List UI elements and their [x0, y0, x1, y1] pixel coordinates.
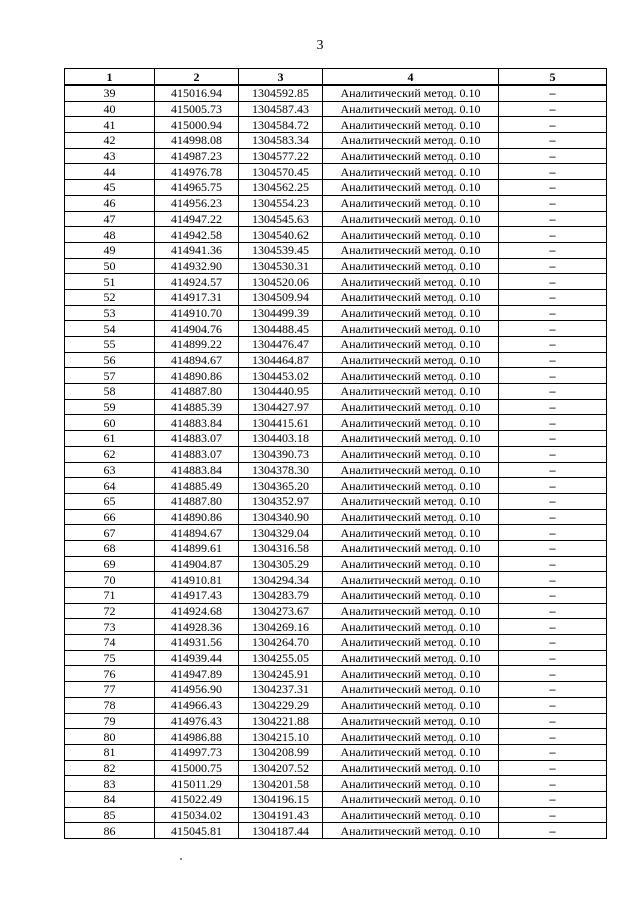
- table-row: [65, 525, 607, 541]
- table-row: [65, 446, 607, 462]
- point-number-cell: 59: [65, 399, 155, 415]
- table-row: [65, 227, 607, 243]
- y-coordinate-cell: 1304365.20: [239, 478, 323, 494]
- notes-cell: –: [499, 697, 607, 713]
- table-row: [65, 431, 607, 447]
- table-row: [65, 368, 607, 384]
- point-number-cell: 68: [65, 540, 155, 556]
- x-coordinate-cell: 415005.73: [155, 101, 239, 117]
- y-coordinate-cell: 1304196.15: [239, 791, 323, 807]
- y-coordinate-cell: 1304390.73: [239, 446, 323, 462]
- table-row: [65, 337, 607, 353]
- notes-cell: –: [499, 399, 607, 415]
- x-coordinate-cell: 414924.57: [155, 274, 239, 290]
- x-coordinate-cell: 415016.94: [155, 85, 239, 101]
- x-coordinate-cell: 414917.43: [155, 588, 239, 604]
- notes-cell: –: [499, 415, 607, 431]
- y-coordinate-cell: 1304329.04: [239, 525, 323, 541]
- point-number-cell: 67: [65, 525, 155, 541]
- table-row: [65, 242, 607, 258]
- y-coordinate-cell: 1304530.31: [239, 258, 323, 274]
- notes-cell: –: [499, 117, 607, 133]
- y-coordinate-cell: 1304539.45: [239, 242, 323, 258]
- method-cell: Аналитический метод. 0.10: [323, 666, 499, 682]
- point-number-cell: 86: [65, 823, 155, 839]
- x-coordinate-cell: 414997.73: [155, 744, 239, 760]
- point-number-cell: 76: [65, 666, 155, 682]
- y-coordinate-cell: 1304562.25: [239, 180, 323, 196]
- notes-cell: –: [499, 572, 607, 588]
- y-coordinate-cell: 1304403.18: [239, 431, 323, 447]
- point-number-cell: 46: [65, 195, 155, 211]
- notes-cell: –: [499, 556, 607, 572]
- y-coordinate-cell: 1304584.72: [239, 117, 323, 133]
- point-number-cell: 80: [65, 729, 155, 745]
- table-row: [65, 697, 607, 713]
- y-coordinate-cell: 1304208.99: [239, 744, 323, 760]
- point-number-cell: 52: [65, 289, 155, 305]
- x-coordinate-cell: 414890.86: [155, 509, 239, 525]
- point-number-cell: 70: [65, 572, 155, 588]
- point-number-cell: 81: [65, 744, 155, 760]
- method-cell: Аналитический метод. 0.10: [323, 807, 499, 823]
- x-coordinate-cell: 415000.75: [155, 760, 239, 776]
- x-coordinate-cell: 414947.22: [155, 211, 239, 227]
- method-cell: Аналитический метод. 0.10: [323, 525, 499, 541]
- point-number-cell: 53: [65, 305, 155, 321]
- x-coordinate-cell: 414885.49: [155, 478, 239, 494]
- point-number-cell: 64: [65, 478, 155, 494]
- table-row: [65, 635, 607, 651]
- x-coordinate-cell: 414941.36: [155, 242, 239, 258]
- column-header-point-number: 1: [65, 69, 155, 86]
- point-number-cell: 72: [65, 603, 155, 619]
- y-coordinate-cell: 1304464.87: [239, 352, 323, 368]
- x-coordinate-cell: 414924.68: [155, 603, 239, 619]
- point-number-cell: 51: [65, 274, 155, 290]
- method-cell: Аналитический метод. 0.10: [323, 635, 499, 651]
- method-cell: Аналитический метод. 0.10: [323, 227, 499, 243]
- page-number: 3: [316, 38, 324, 53]
- y-coordinate-cell: 1304191.43: [239, 807, 323, 823]
- x-coordinate-cell: 414998.08: [155, 133, 239, 149]
- point-number-cell: 71: [65, 588, 155, 604]
- table-row: [65, 195, 607, 211]
- table-row: [65, 556, 607, 572]
- x-coordinate-cell: 414942.58: [155, 227, 239, 243]
- point-number-cell: 73: [65, 619, 155, 635]
- table-row: [65, 321, 607, 337]
- column-header-method: 4: [323, 69, 499, 86]
- point-number-cell: 84: [65, 791, 155, 807]
- y-coordinate-cell: 1304415.61: [239, 415, 323, 431]
- point-number-cell: 56: [65, 352, 155, 368]
- point-number-cell: 57: [65, 368, 155, 384]
- method-cell: Аналитический метод. 0.10: [323, 258, 499, 274]
- table-row: [65, 305, 607, 321]
- y-coordinate-cell: 1304305.29: [239, 556, 323, 572]
- x-coordinate-cell: 414883.07: [155, 446, 239, 462]
- method-cell: Аналитический метод. 0.10: [323, 791, 499, 807]
- x-coordinate-cell: 414883.84: [155, 462, 239, 478]
- method-cell: Аналитический метод. 0.10: [323, 289, 499, 305]
- table-row: [65, 415, 607, 431]
- x-coordinate-cell: 414887.80: [155, 493, 239, 509]
- point-number-cell: 82: [65, 760, 155, 776]
- table-row: [65, 572, 607, 588]
- notes-cell: –: [499, 431, 607, 447]
- y-coordinate-cell: 1304427.97: [239, 399, 323, 415]
- notes-cell: –: [499, 305, 607, 321]
- y-coordinate-cell: 1304488.45: [239, 321, 323, 337]
- method-cell: Аналитический метод. 0.10: [323, 509, 499, 525]
- table-row: [65, 588, 607, 604]
- method-cell: Аналитический метод. 0.10: [323, 744, 499, 760]
- x-coordinate-cell: 414931.56: [155, 635, 239, 651]
- x-coordinate-cell: 415011.29: [155, 776, 239, 792]
- point-number-cell: 83: [65, 776, 155, 792]
- notes-cell: –: [499, 227, 607, 243]
- point-number-cell: 79: [65, 713, 155, 729]
- x-coordinate-cell: 415000.94: [155, 117, 239, 133]
- method-cell: Аналитический метод. 0.10: [323, 211, 499, 227]
- method-cell: Аналитический метод. 0.10: [323, 682, 499, 698]
- point-number-cell: 40: [65, 101, 155, 117]
- x-coordinate-cell: 414894.67: [155, 525, 239, 541]
- point-number-cell: 44: [65, 164, 155, 180]
- y-coordinate-cell: 1304215.10: [239, 729, 323, 745]
- x-coordinate-cell: 414904.87: [155, 556, 239, 572]
- point-number-cell: 49: [65, 242, 155, 258]
- notes-cell: –: [499, 603, 607, 619]
- notes-cell: –: [499, 242, 607, 258]
- notes-cell: –: [499, 85, 607, 101]
- notes-cell: –: [499, 807, 607, 823]
- method-cell: Аналитический метод. 0.10: [323, 148, 499, 164]
- x-coordinate-cell: 414986.88: [155, 729, 239, 745]
- notes-cell: –: [499, 337, 607, 353]
- x-coordinate-cell: 414976.78: [155, 164, 239, 180]
- x-coordinate-cell: 414890.86: [155, 368, 239, 384]
- y-coordinate-cell: 1304592.85: [239, 85, 323, 101]
- method-cell: Аналитический метод. 0.10: [323, 180, 499, 196]
- method-cell: Аналитический метод. 0.10: [323, 823, 499, 839]
- table-header-row: [65, 69, 607, 86]
- notes-cell: –: [499, 682, 607, 698]
- x-coordinate-cell: 414939.44: [155, 650, 239, 666]
- table-row: [65, 117, 607, 133]
- x-coordinate-cell: 414917.31: [155, 289, 239, 305]
- table-row: [65, 650, 607, 666]
- table-row: [65, 164, 607, 180]
- method-cell: Аналитический метод. 0.10: [323, 195, 499, 211]
- table-row: [65, 462, 607, 478]
- y-coordinate-cell: 1304499.39: [239, 305, 323, 321]
- y-coordinate-cell: 1304577.22: [239, 148, 323, 164]
- point-number-cell: 78: [65, 697, 155, 713]
- notes-cell: –: [499, 776, 607, 792]
- y-coordinate-cell: 1304229.29: [239, 697, 323, 713]
- notes-cell: –: [499, 540, 607, 556]
- y-coordinate-cell: 1304520.06: [239, 274, 323, 290]
- method-cell: Аналитический метод. 0.10: [323, 352, 499, 368]
- point-number-cell: 63: [65, 462, 155, 478]
- x-coordinate-cell: 414947.89: [155, 666, 239, 682]
- notes-cell: –: [499, 509, 607, 525]
- notes-cell: –: [499, 650, 607, 666]
- notes-cell: –: [499, 148, 607, 164]
- notes-cell: –: [499, 289, 607, 305]
- point-number-cell: 43: [65, 148, 155, 164]
- table-row: [65, 776, 607, 792]
- notes-cell: –: [499, 446, 607, 462]
- column-header-notes: 5: [499, 69, 607, 86]
- notes-cell: –: [499, 258, 607, 274]
- method-cell: Аналитический метод. 0.10: [323, 85, 499, 101]
- table-row: [65, 274, 607, 290]
- table-row: [65, 101, 607, 117]
- method-cell: Аналитический метод. 0.10: [323, 274, 499, 290]
- notes-cell: –: [499, 462, 607, 478]
- table-row: [65, 619, 607, 635]
- y-coordinate-cell: 1304245.91: [239, 666, 323, 682]
- x-coordinate-cell: 414956.23: [155, 195, 239, 211]
- y-coordinate-cell: 1304509.94: [239, 289, 323, 305]
- x-coordinate-cell: 415034.02: [155, 807, 239, 823]
- point-number-cell: 85: [65, 807, 155, 823]
- y-coordinate-cell: 1304453.02: [239, 368, 323, 384]
- table-row: [65, 258, 607, 274]
- point-number-cell: 77: [65, 682, 155, 698]
- x-coordinate-cell: 414910.81: [155, 572, 239, 588]
- x-coordinate-cell: 414887.80: [155, 384, 239, 400]
- x-coordinate-cell: 414883.07: [155, 431, 239, 447]
- table-row: [65, 133, 607, 149]
- x-coordinate-cell: 414904.76: [155, 321, 239, 337]
- method-cell: Аналитический метод. 0.10: [323, 242, 499, 258]
- notes-cell: –: [499, 274, 607, 290]
- method-cell: Аналитический метод. 0.10: [323, 556, 499, 572]
- y-coordinate-cell: 1304545.63: [239, 211, 323, 227]
- y-coordinate-cell: 1304540.62: [239, 227, 323, 243]
- y-coordinate-cell: 1304294.34: [239, 572, 323, 588]
- notes-cell: –: [499, 760, 607, 776]
- notes-cell: –: [499, 478, 607, 494]
- method-cell: Аналитический метод. 0.10: [323, 697, 499, 713]
- y-coordinate-cell: 1304352.97: [239, 493, 323, 509]
- point-number-cell: 66: [65, 509, 155, 525]
- notes-cell: –: [499, 729, 607, 745]
- table-row: [65, 352, 607, 368]
- method-cell: Аналитический метод. 0.10: [323, 368, 499, 384]
- y-coordinate-cell: 1304221.88: [239, 713, 323, 729]
- table-row: [65, 713, 607, 729]
- point-number-cell: 45: [65, 180, 155, 196]
- y-coordinate-cell: 1304378.30: [239, 462, 323, 478]
- notes-cell: –: [499, 713, 607, 729]
- x-coordinate-cell: 414966.43: [155, 697, 239, 713]
- table-row: [65, 478, 607, 494]
- point-number-cell: 58: [65, 384, 155, 400]
- point-number-cell: 42: [65, 133, 155, 149]
- method-cell: Аналитический метод. 0.10: [323, 446, 499, 462]
- x-coordinate-cell: 414883.84: [155, 415, 239, 431]
- x-coordinate-cell: 414956.90: [155, 682, 239, 698]
- table-row: [65, 682, 607, 698]
- x-coordinate-cell: 414987.23: [155, 148, 239, 164]
- point-number-cell: 39: [65, 85, 155, 101]
- notes-cell: –: [499, 384, 607, 400]
- table-row: [65, 399, 607, 415]
- method-cell: Аналитический метод. 0.10: [323, 713, 499, 729]
- method-cell: Аналитический метод. 0.10: [323, 462, 499, 478]
- table-row: [65, 85, 607, 101]
- table-row: [65, 384, 607, 400]
- x-coordinate-cell: 414928.36: [155, 619, 239, 635]
- method-cell: Аналитический метод. 0.10: [323, 321, 499, 337]
- table-row: [65, 289, 607, 305]
- notes-cell: –: [499, 619, 607, 635]
- point-number-cell: 48: [65, 227, 155, 243]
- table-row: [65, 603, 607, 619]
- y-coordinate-cell: 1304264.70: [239, 635, 323, 651]
- x-coordinate-cell: 415045.81: [155, 823, 239, 839]
- notes-cell: –: [499, 525, 607, 541]
- table-row: [65, 760, 607, 776]
- notes-cell: –: [499, 666, 607, 682]
- y-coordinate-cell: 1304583.34: [239, 133, 323, 149]
- point-number-cell: 62: [65, 446, 155, 462]
- method-cell: Аналитический метод. 0.10: [323, 572, 499, 588]
- notes-cell: –: [499, 744, 607, 760]
- x-coordinate-cell: 414965.75: [155, 180, 239, 196]
- y-coordinate-cell: 1304273.67: [239, 603, 323, 619]
- notes-cell: –: [499, 101, 607, 117]
- method-cell: Аналитический метод. 0.10: [323, 619, 499, 635]
- y-coordinate-cell: 1304237.31: [239, 682, 323, 698]
- notes-cell: –: [499, 588, 607, 604]
- y-coordinate-cell: 1304187.44: [239, 823, 323, 839]
- method-cell: Аналитический метод. 0.10: [323, 117, 499, 133]
- y-coordinate-cell: 1304255.05: [239, 650, 323, 666]
- notes-cell: –: [499, 164, 607, 180]
- coordinates-table: [64, 68, 607, 839]
- x-coordinate-cell: 414976.43: [155, 713, 239, 729]
- x-coordinate-cell: 414910.70: [155, 305, 239, 321]
- method-cell: Аналитический метод. 0.10: [323, 493, 499, 509]
- table-row: [65, 666, 607, 682]
- y-coordinate-cell: 1304201.58: [239, 776, 323, 792]
- method-cell: Аналитический метод. 0.10: [323, 603, 499, 619]
- point-number-cell: 50: [65, 258, 155, 274]
- point-number-cell: 60: [65, 415, 155, 431]
- point-number-cell: 65: [65, 493, 155, 509]
- notes-cell: –: [499, 823, 607, 839]
- y-coordinate-cell: 1304476.47: [239, 337, 323, 353]
- table-row: [65, 744, 607, 760]
- table-row: [65, 211, 607, 227]
- scan-artifact: [180, 858, 182, 860]
- method-cell: Аналитический метод. 0.10: [323, 399, 499, 415]
- table-row: [65, 791, 607, 807]
- table-body: [65, 85, 607, 839]
- x-coordinate-cell: 414932.90: [155, 258, 239, 274]
- x-coordinate-cell: 414899.61: [155, 540, 239, 556]
- point-number-cell: 69: [65, 556, 155, 572]
- y-coordinate-cell: 1304587.43: [239, 101, 323, 117]
- method-cell: Аналитический метод. 0.10: [323, 478, 499, 494]
- table-row: [65, 807, 607, 823]
- table-row: [65, 180, 607, 196]
- method-cell: Аналитический метод. 0.10: [323, 729, 499, 745]
- notes-cell: –: [499, 321, 607, 337]
- method-cell: Аналитический метод. 0.10: [323, 588, 499, 604]
- point-number-cell: 75: [65, 650, 155, 666]
- x-coordinate-cell: 414894.67: [155, 352, 239, 368]
- point-number-cell: 41: [65, 117, 155, 133]
- point-number-cell: 74: [65, 635, 155, 651]
- notes-cell: –: [499, 180, 607, 196]
- table-row: [65, 493, 607, 509]
- notes-cell: –: [499, 493, 607, 509]
- method-cell: Аналитический метод. 0.10: [323, 305, 499, 321]
- y-coordinate-cell: 1304207.52: [239, 760, 323, 776]
- notes-cell: –: [499, 133, 607, 149]
- table-row: [65, 823, 607, 839]
- y-coordinate-cell: 1304340.90: [239, 509, 323, 525]
- x-coordinate-cell: 415022.49: [155, 791, 239, 807]
- method-cell: Аналитический метод. 0.10: [323, 415, 499, 431]
- column-header-x-coordinate: 2: [155, 69, 239, 86]
- x-coordinate-cell: 414899.22: [155, 337, 239, 353]
- point-number-cell: 61: [65, 431, 155, 447]
- table-row: [65, 509, 607, 525]
- notes-cell: –: [499, 368, 607, 384]
- table-row: [65, 729, 607, 745]
- table-row: [65, 148, 607, 164]
- method-cell: Аналитический метод. 0.10: [323, 337, 499, 353]
- point-number-cell: 54: [65, 321, 155, 337]
- method-cell: Аналитический метод. 0.10: [323, 650, 499, 666]
- method-cell: Аналитический метод. 0.10: [323, 133, 499, 149]
- table-row: [65, 540, 607, 556]
- method-cell: Аналитический метод. 0.10: [323, 776, 499, 792]
- notes-cell: –: [499, 791, 607, 807]
- y-coordinate-cell: 1304440.95: [239, 384, 323, 400]
- method-cell: Аналитический метод. 0.10: [323, 540, 499, 556]
- point-number-cell: 55: [65, 337, 155, 353]
- method-cell: Аналитический метод. 0.10: [323, 760, 499, 776]
- method-cell: Аналитический метод. 0.10: [323, 431, 499, 447]
- point-number-cell: 47: [65, 211, 155, 227]
- notes-cell: –: [499, 211, 607, 227]
- y-coordinate-cell: 1304269.16: [239, 619, 323, 635]
- y-coordinate-cell: 1304316.58: [239, 540, 323, 556]
- column-header-y-coordinate: 3: [239, 69, 323, 86]
- y-coordinate-cell: 1304283.79: [239, 588, 323, 604]
- method-cell: Аналитический метод. 0.10: [323, 384, 499, 400]
- method-cell: Аналитический метод. 0.10: [323, 164, 499, 180]
- y-coordinate-cell: 1304554.23: [239, 195, 323, 211]
- notes-cell: –: [499, 635, 607, 651]
- notes-cell: –: [499, 195, 607, 211]
- notes-cell: –: [499, 352, 607, 368]
- x-coordinate-cell: 414885.39: [155, 399, 239, 415]
- y-coordinate-cell: 1304570.45: [239, 164, 323, 180]
- method-cell: Аналитический метод. 0.10: [323, 101, 499, 117]
